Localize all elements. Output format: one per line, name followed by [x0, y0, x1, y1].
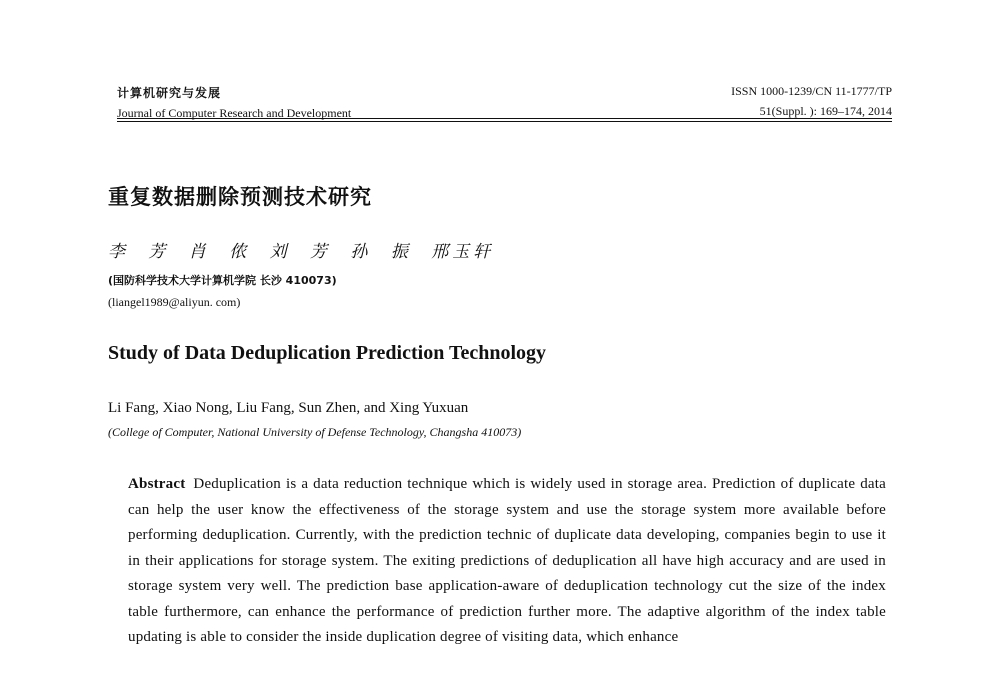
issue-info [731, 84, 892, 119]
issn: ISSN 1000-1239/CN 11-1777/TP [731, 84, 892, 98]
abstract [128, 472, 886, 651]
abstract-text: Deduplication is a data reduction technique which is widely used in storage area. Prediction of duplicate data can help the user know the effectiveness of the storage system and use the storage system more available before performing deduplication. Currently, with the prediction technic of duplicate data developing, companies begin to use it in their applications for storage system. The exiting predictions of deduplication all have high accuracy and are used in storage system very well. The prediction base application-aware of deduplication technology cut the size of the index table furthermore, can enhance the performance of prediction further more. The adaptive algorithm of the index table updating is able to consider the inside duplication degree of visiting data, which enhance [128, 476, 886, 645]
volume-pages: 51(Suppl. ): 169–174, 2014 [759, 104, 892, 118]
affiliation-en: (College of Computer, National University of Defense Technology, Changsha 410073) [108, 425, 522, 439]
header-rule [117, 118, 892, 119]
title-en: Study of Data Deduplication Prediction Technology [108, 342, 547, 364]
header-rule-thin [117, 121, 892, 122]
journal-name-en: Journal of Computer Research and Development [117, 106, 352, 120]
author-email: (liangel1989@aliyun. com) [108, 295, 241, 309]
journal-header [117, 84, 351, 121]
journal-name-cn: 计算机研究与发展 [117, 86, 222, 100]
title-cn: 重复数据删除预测技术研究 [108, 185, 372, 209]
abstract-label: Abstract [128, 476, 186, 492]
affiliation-cn: (国防科学技术大学计算机学院 长沙 410073) [108, 274, 337, 287]
authors-en: Li Fang, Xiao Nong, Liu Fang, Sun Zhen, and Xing Yuxuan [108, 400, 469, 416]
authors-cn: 李 芳 肖 侬 刘 芳 孙 振 邢玉轩 [108, 242, 495, 262]
